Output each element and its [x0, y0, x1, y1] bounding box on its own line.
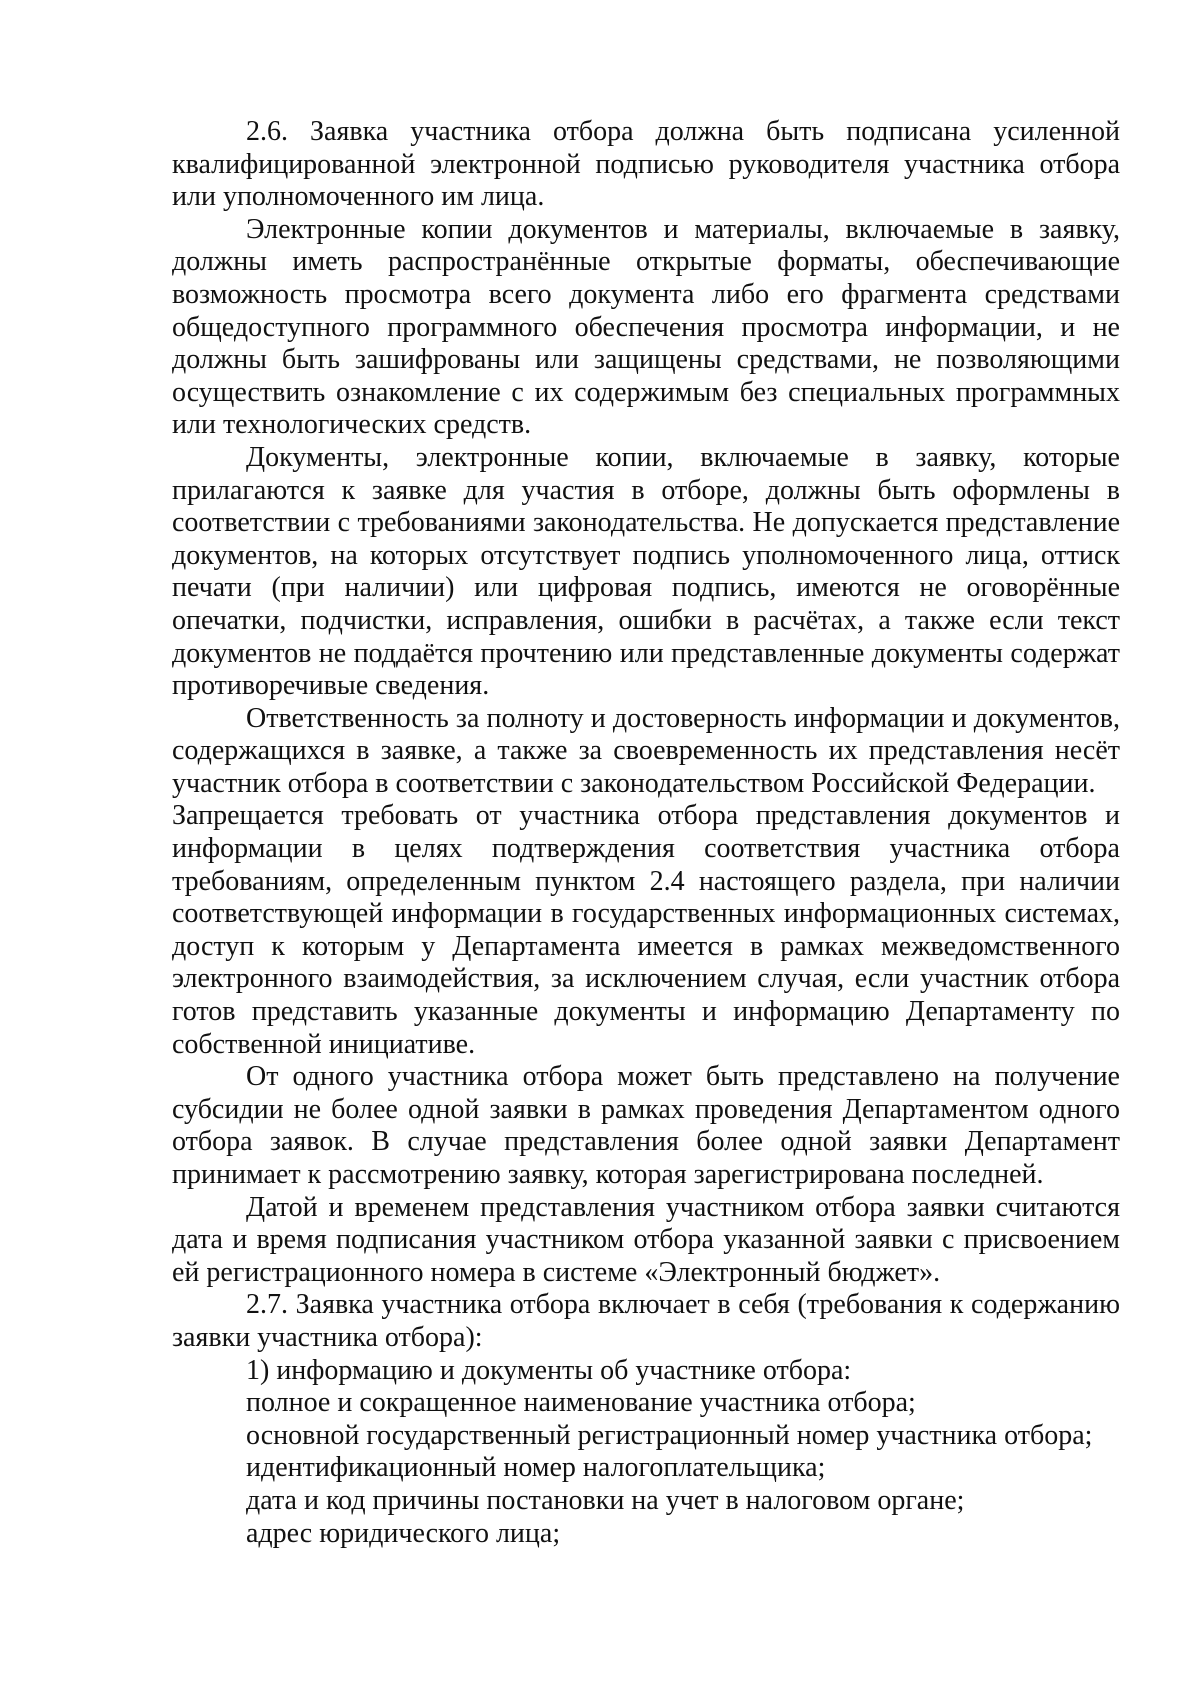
paragraph-single-application: От одного участника отбора может быть представлено на получение субсидии не более одной заявки в рамках проведения Департаментом одного отбора заявок. В случае представления более одной заявки Департамент принимает к рассмотрению заявку, которая зарегистрирована последней. — [172, 1061, 1120, 1190]
list-item: идентификационный номер налогоплательщика; — [246, 1452, 826, 1484]
paragraph-documents-requirements: Документы, электронные копии, включаемые в заявку, которые прилагаются к заявке для участия в отборе, должны быть оформлены в соответствии с требованиями законодательства. Не допускается представление документов, на которых отсутствует подпись уполномоченного лица, оттиск печати (при наличии) или цифровая подпись, имеются не оговорённые опечатки, подчистки, исправления, ошибки в расчётах, а также если текст документов не поддаётся прочтению или представленные документы содержат противоречивые сведения. — [172, 441, 1120, 702]
paragraph-submission-date: Датой и временем представления участником отбора заявки считаются дата и время подписания участником отбора указанной заявки с присвоением ей регистрационного номера в системе «Электронный бюджет». — [172, 1191, 1120, 1288]
list-item: полное и сокращенное наименование участника отбора; — [246, 1387, 916, 1419]
list-item: дата и код причины постановки на учет в налоговом органе; — [246, 1484, 965, 1516]
paragraph-prohibition: Запрещается требовать от участника отбора представления документов и информации в целях подтверждения соответствия участника отбора требованиям, определенным пунктом 2.4 настоящего раздела, при наличии соответствующей информации в государственных информационных системах, доступ к которым у Департамента имеется в рамках межведомственного электронного взаимодействия, за исключением случая, если участник отбора готов представить указанные документы и информацию Департаменту по собственной инициативе. — [172, 800, 1120, 1060]
document-page — [172, 116, 1120, 1550]
list-item: 1) информацию и документы об участнике отбора: — [246, 1354, 852, 1386]
paragraph-responsibility: Ответственность за полноту и достоверность информации и документов, содержащихся в заявке, а также за своевременность их представления несёт участник отбора в соответствии с законодательством Российской Федерации. — [172, 702, 1120, 799]
paragraph-2-6: 2.6. Заявка участника отбора должна быть подписана усиленной квалифицированной электронной подписью руководителя участника отбора или уполномоченного им лица. — [172, 116, 1120, 213]
list-item: основной государственный регистрационный номер участника отбора; — [246, 1419, 1093, 1451]
paragraph-electronic-copies: Электронные копии документов и материалы, включаемые в заявку, должны иметь распространённые открытые форматы, обеспечивающие возможность просмотра всего документа либо его фрагмента средствами общедоступного программного обеспечения просмотра информации, и не должны быть зашифрованы или защищены средствами, не позволяющими осуществить ознакомление с их содержимым без специальных программных или технологических средств. — [172, 213, 1120, 441]
paragraph-2-7: 2.7. Заявка участника отбора включает в себя (требования к содержанию заявки участника отбора): — [172, 1289, 1120, 1353]
list-item: адрес юридического лица; — [246, 1517, 561, 1549]
